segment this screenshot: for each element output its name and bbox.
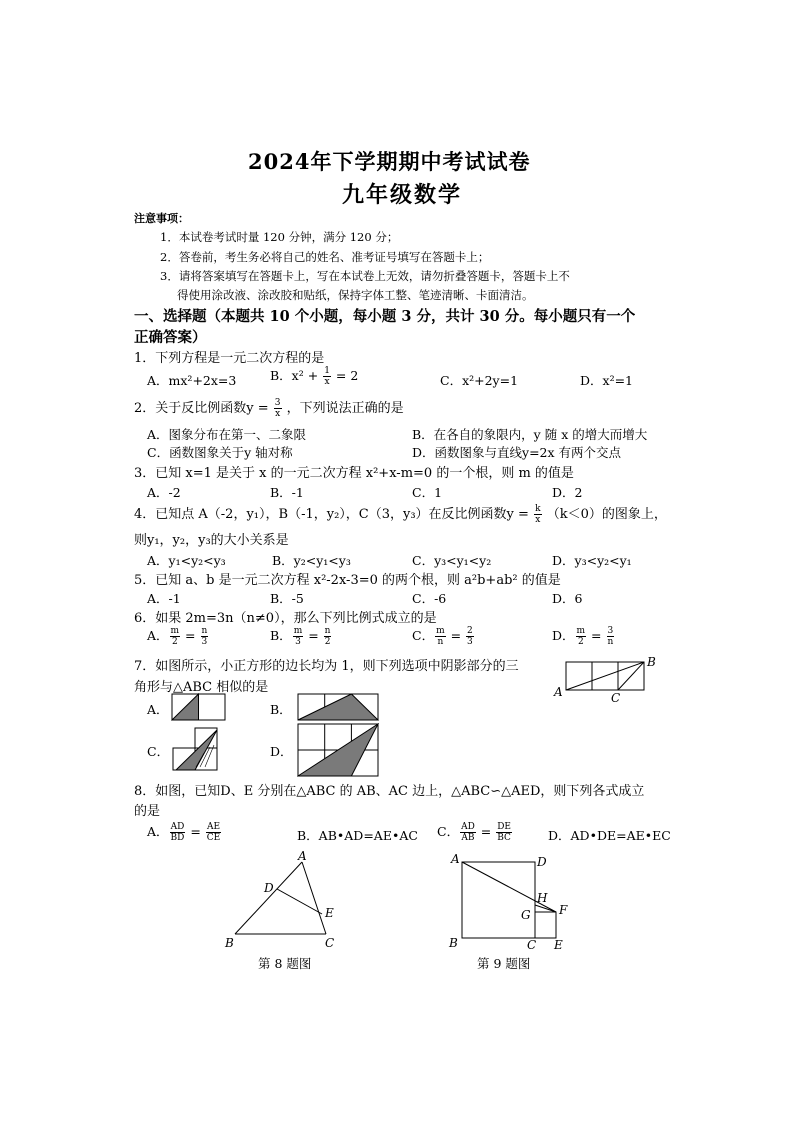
q8-side-ac xyxy=(302,862,326,934)
q7-option-b-label: B． xyxy=(270,702,292,717)
q7-label-c: C xyxy=(611,691,621,705)
q8-figure xyxy=(222,848,348,950)
q5-option-d: D．6 xyxy=(552,591,583,606)
q4-stem-line2: 则y₁，y₂，y₃的大小关系是 xyxy=(134,533,289,548)
note-2: 2．答卷前，考生务必将自己的姓名、准考证号填写在答题卡上； xyxy=(160,250,490,264)
q8-side-ab xyxy=(235,862,302,934)
q5-option-c: C．-6 xyxy=(412,591,447,606)
q7-b-shaded-triangle xyxy=(298,694,378,720)
q9-square-cefg xyxy=(535,912,556,938)
q2-option-c: C．函数图象关于y 轴对称 xyxy=(147,445,293,460)
q9-label-g: G xyxy=(521,908,531,922)
q6-option-b: B． $\frac{m}{3}$ = $\frac{n}{2}$ xyxy=(270,626,331,647)
q7-c-shaded-triangle xyxy=(176,730,217,770)
q7-ref-side-ab xyxy=(566,662,644,690)
section1-line2: 正确答案） xyxy=(134,329,207,346)
note-1: 1．本试卷考试时量 120 分钟，满分 120 分； xyxy=(160,230,399,244)
q8-option-a: A． $\frac{AD}{BD}$ = $\frac{AE}{CE}$ xyxy=(147,822,221,843)
q2-option-d: D．函数图象与直线y=2x 有两个交点 xyxy=(412,445,622,460)
q7-stem-line2: 角形与△ABC 相似的是 xyxy=(134,680,269,695)
q9-label-f: F xyxy=(559,903,568,917)
q9-label-d: D xyxy=(537,855,547,869)
q8-option-b: B．AB•AD=AE•AC xyxy=(297,828,418,843)
note-3-cont: 得使用涂改液、涂改胶和贴纸，保持字体工整、笔迹清晰、卡面清洁。 xyxy=(177,288,534,302)
q4-option-a: A．y₁<y₂<y₃ xyxy=(147,553,226,568)
note-3: 3．请将答案填写在答题卡上，写在本试卷上无效，请勿折叠答题卡，答题卡上不 xyxy=(160,269,570,283)
q2-option-a: A．图象分布在第一、二象限 xyxy=(147,427,307,442)
exam-subtitle: 九年级数学 xyxy=(342,182,463,208)
q8-label-b: B xyxy=(225,936,234,950)
q1-stem: 1．下列方程是一元二次方程的是 xyxy=(134,351,325,366)
q7-reference-figure xyxy=(550,656,662,706)
q9-label-c: C xyxy=(527,938,537,952)
q8-stem-line1: 8．如图，已知D、E 分别在△ABC 的 AB、AC 边上，△ABC∽△AED，则下列各式成立 xyxy=(134,784,645,799)
q1-option-c: C．x²+2y=1 xyxy=(440,373,519,388)
q9-square-abcd xyxy=(462,862,535,938)
q8-label-d: D xyxy=(264,881,274,895)
q1-option-a: A．mx²+2x=3 xyxy=(147,373,237,388)
q7-a-shaded-triangle xyxy=(172,694,199,720)
q9-label-h: H xyxy=(537,891,548,905)
q9-figure xyxy=(444,850,578,952)
q2-stem: 2．关于反比例函数y = $\frac{3}{x}$ ，下列说法正确的是 xyxy=(134,398,404,419)
q8-label-c: C xyxy=(325,936,335,950)
q7-option-a-label: A． xyxy=(147,702,169,717)
q7-option-c-label: C． xyxy=(147,744,170,759)
q3-option-b: B．-1 xyxy=(270,485,304,500)
q7-label-a: A xyxy=(554,685,563,699)
q5-option-a: A．-1 xyxy=(147,591,181,606)
q7-option-a-figure xyxy=(171,693,227,723)
q4-option-c: C．y₃<y₁<y₂ xyxy=(412,553,492,568)
q9-label-b: B xyxy=(449,936,458,950)
q7-option-c-figure xyxy=(172,727,222,773)
q8-label-e: E xyxy=(325,906,334,920)
q7-stem-line1: 7．如图所示，小正方形的边长均为 1，则下列选项中阴影部分的三 xyxy=(134,659,519,674)
q3-option-c: C．1 xyxy=(412,485,443,500)
q4-stem: 4．已知点 A（-2，y₁），B（-1，y₂），C（3，y₃）在反比例函数y = $\frac{k}{x}$ （k＜0）的图象上， xyxy=(134,504,667,525)
q5-option-b: B．-5 xyxy=(270,591,304,606)
q8-figure-caption: 第 8 题图 xyxy=(258,956,312,971)
notes-heading: 注意事项： xyxy=(134,212,189,225)
q5-stem: 5．已知 a、b 是一元二次方程 x²-2x-3=0 的两个根，则 a²b+ab² 的值是 xyxy=(134,573,561,588)
q7-option-d-figure xyxy=(297,723,381,779)
q4-option-b: B．y₂<y₁<y₃ xyxy=(272,553,351,568)
q7-label-b: B xyxy=(647,656,656,669)
q8-option-d: D．AD•DE=AE•EC xyxy=(548,828,671,843)
q6-stem: 6．如果 2m=3n（n≠0），那么下列比例式成立的是 xyxy=(134,611,437,626)
q9-figure-caption: 第 9 题图 xyxy=(477,956,531,971)
exam-title: 2024年下学期期中考试试卷 xyxy=(248,149,531,174)
q8-label-a: A xyxy=(298,849,307,863)
q2-option-b: B．在各自的象限内，y 随 x 的增大而增大 xyxy=(412,427,648,442)
q7-option-b-figure xyxy=(297,693,381,723)
section1-line1: 一、选择题（本题共 10 个小题，每小题 3 分，共计 30 分。每小题只有一个 xyxy=(134,308,636,325)
q4-option-d: D．y₃<y₂<y₁ xyxy=(552,553,632,568)
q8-stem-line2: 的是 xyxy=(134,804,161,819)
q6-option-c: C． $\frac{m}{n}$ = $\frac{2}{3}$ xyxy=(412,626,473,647)
q9-label-a: A xyxy=(451,852,460,866)
q1-option-d: D．x²=1 xyxy=(580,373,634,388)
q3-option-d: D．2 xyxy=(552,485,583,500)
q6-option-a: A． $\frac{m}{2}$ = $\frac{n}{3}$ xyxy=(147,626,208,647)
q8-option-c: C． $\frac{AD}{AB}$ = $\frac{DE}{BC}$ xyxy=(437,822,512,843)
q3-option-a: A．-2 xyxy=(147,485,181,500)
q3-stem: 3．已知 x=1 是关于 x 的一元二次方程 x²+x-m=0 的一个根，则 m 的值是 xyxy=(134,466,574,481)
q7-option-d-label: D． xyxy=(270,744,293,759)
q9-label-e: E xyxy=(554,938,563,952)
q1-option-b: B．x² + $\frac{1}{x}$ = 2 xyxy=(270,366,359,387)
q6-option-d: D． $\frac{m}{2}$ = $\frac{3}{n}$ xyxy=(552,626,614,647)
